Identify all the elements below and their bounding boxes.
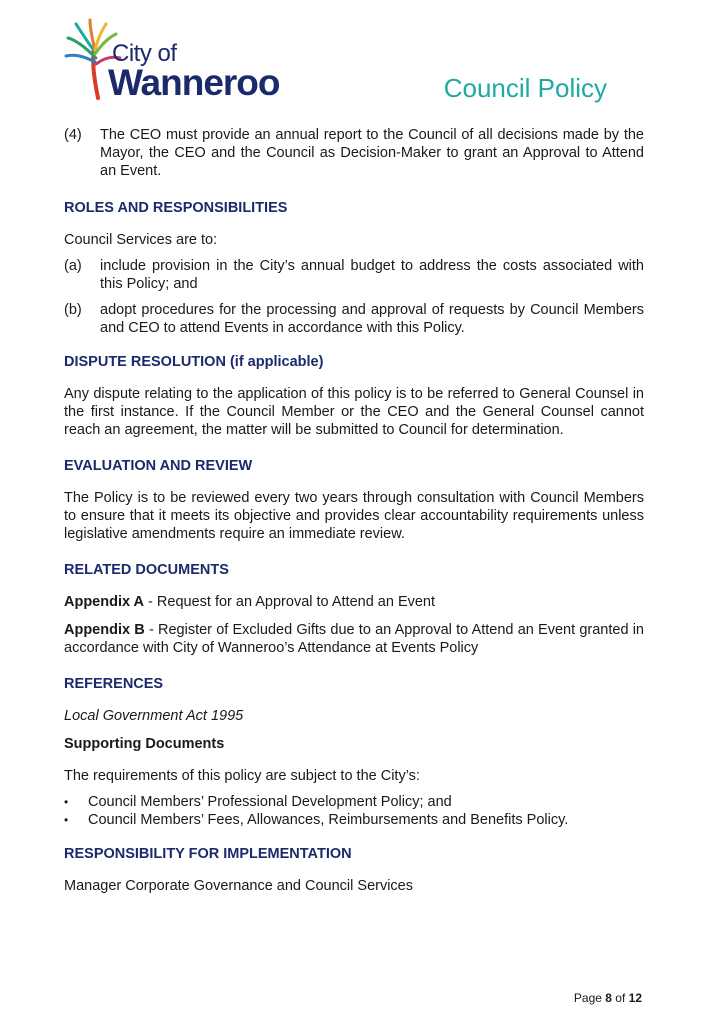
appendix-a	[64, 593, 644, 611]
page-number: 8	[605, 991, 612, 1005]
appendix-b	[64, 621, 644, 657]
supporting-documents-heading: Supporting Documents	[64, 736, 225, 752]
item-text: adopt procedures for the processing and approval of requests by Council Members and CEO to attend Events in accordance with this Policy.	[100, 302, 644, 336]
item-marker: (a)	[64, 258, 82, 274]
item-marker: (b)	[64, 302, 82, 318]
roles-item-b	[64, 301, 644, 337]
appendix-b-label: Appendix B	[64, 622, 145, 638]
roles-intro: Council Services are to:	[64, 232, 218, 248]
reference-act: Local Government Act 1995	[64, 708, 244, 724]
bullet-text: Council Members’ Fees, Allowances, Reimbursements and Benefits Policy.	[88, 812, 569, 828]
dispute-text: Any dispute relating to the application of this policy is to be referred to General Counsel in the first instance. If the Council Member or the CEO and the General Counsel cannot reach an agreement, the matter will be submitted to Council for determination.	[64, 386, 644, 438]
appendix-a-text: - Request for an Approval to Attend an Event	[144, 594, 436, 610]
clause-text: The CEO must provide an annual report to the Council of all decisions made by the Mayor, the CEO and the Council as Decision-Maker to grant an Approval to Attend an Event.	[100, 127, 644, 179]
roles-heading: ROLES AND RESPONSIBILITIES	[64, 200, 288, 216]
of-label: of	[611, 991, 629, 1005]
page-total: 12	[628, 991, 642, 1005]
clause-marker: (4)	[64, 127, 82, 143]
item-text: include provision in the City’s annual budget to address the costs associated with this Policy; and	[100, 258, 644, 292]
bullet-icon: •	[64, 813, 69, 827]
related-heading: RELATED DOCUMENTS	[64, 562, 229, 578]
roles-item-a	[64, 257, 644, 293]
evaluation-text: The Policy is to be reviewed every two years through consultation with Council Members to ensure that it meets its objective and provides clear accountability requirements unless legislative amendments require an immediate review.	[64, 490, 644, 542]
appendix-a-label: Appendix A	[64, 594, 145, 610]
document-title: Council Policy	[443, 73, 607, 103]
logo-city-of: City of	[112, 40, 177, 67]
list-item	[64, 793, 644, 811]
bullet-icon: •	[64, 795, 69, 809]
dispute-heading: DISPUTE RESOLUTION (if applicable)	[64, 354, 324, 370]
implementation-text: Manager Corporate Governance and Council Services	[64, 878, 413, 894]
city-logo	[64, 18, 294, 102]
policy-content	[64, 126, 644, 895]
appendix-b-text: - Register of Excluded Gifts due to an Approval to Attend an Event granted in accordance with City of Wanneroo’s Attendance at Events Policy	[64, 622, 645, 656]
supporting-intro: The requirements of this policy are subject to the City’s:	[64, 768, 420, 784]
list-item	[64, 811, 644, 829]
evaluation-heading: EVALUATION AND REVIEW	[64, 458, 253, 474]
page-label: Page	[573, 991, 606, 1005]
logo-wanneroo: Wanneroo	[108, 62, 280, 103]
clause-4	[64, 126, 644, 180]
references-heading: REFERENCES	[64, 676, 164, 692]
page-footer	[574, 991, 642, 1005]
implementation-heading: RESPONSIBILITY FOR IMPLEMENTATION	[64, 846, 352, 862]
bullet-text: Council Members’ Professional Development Policy; and	[88, 794, 452, 810]
